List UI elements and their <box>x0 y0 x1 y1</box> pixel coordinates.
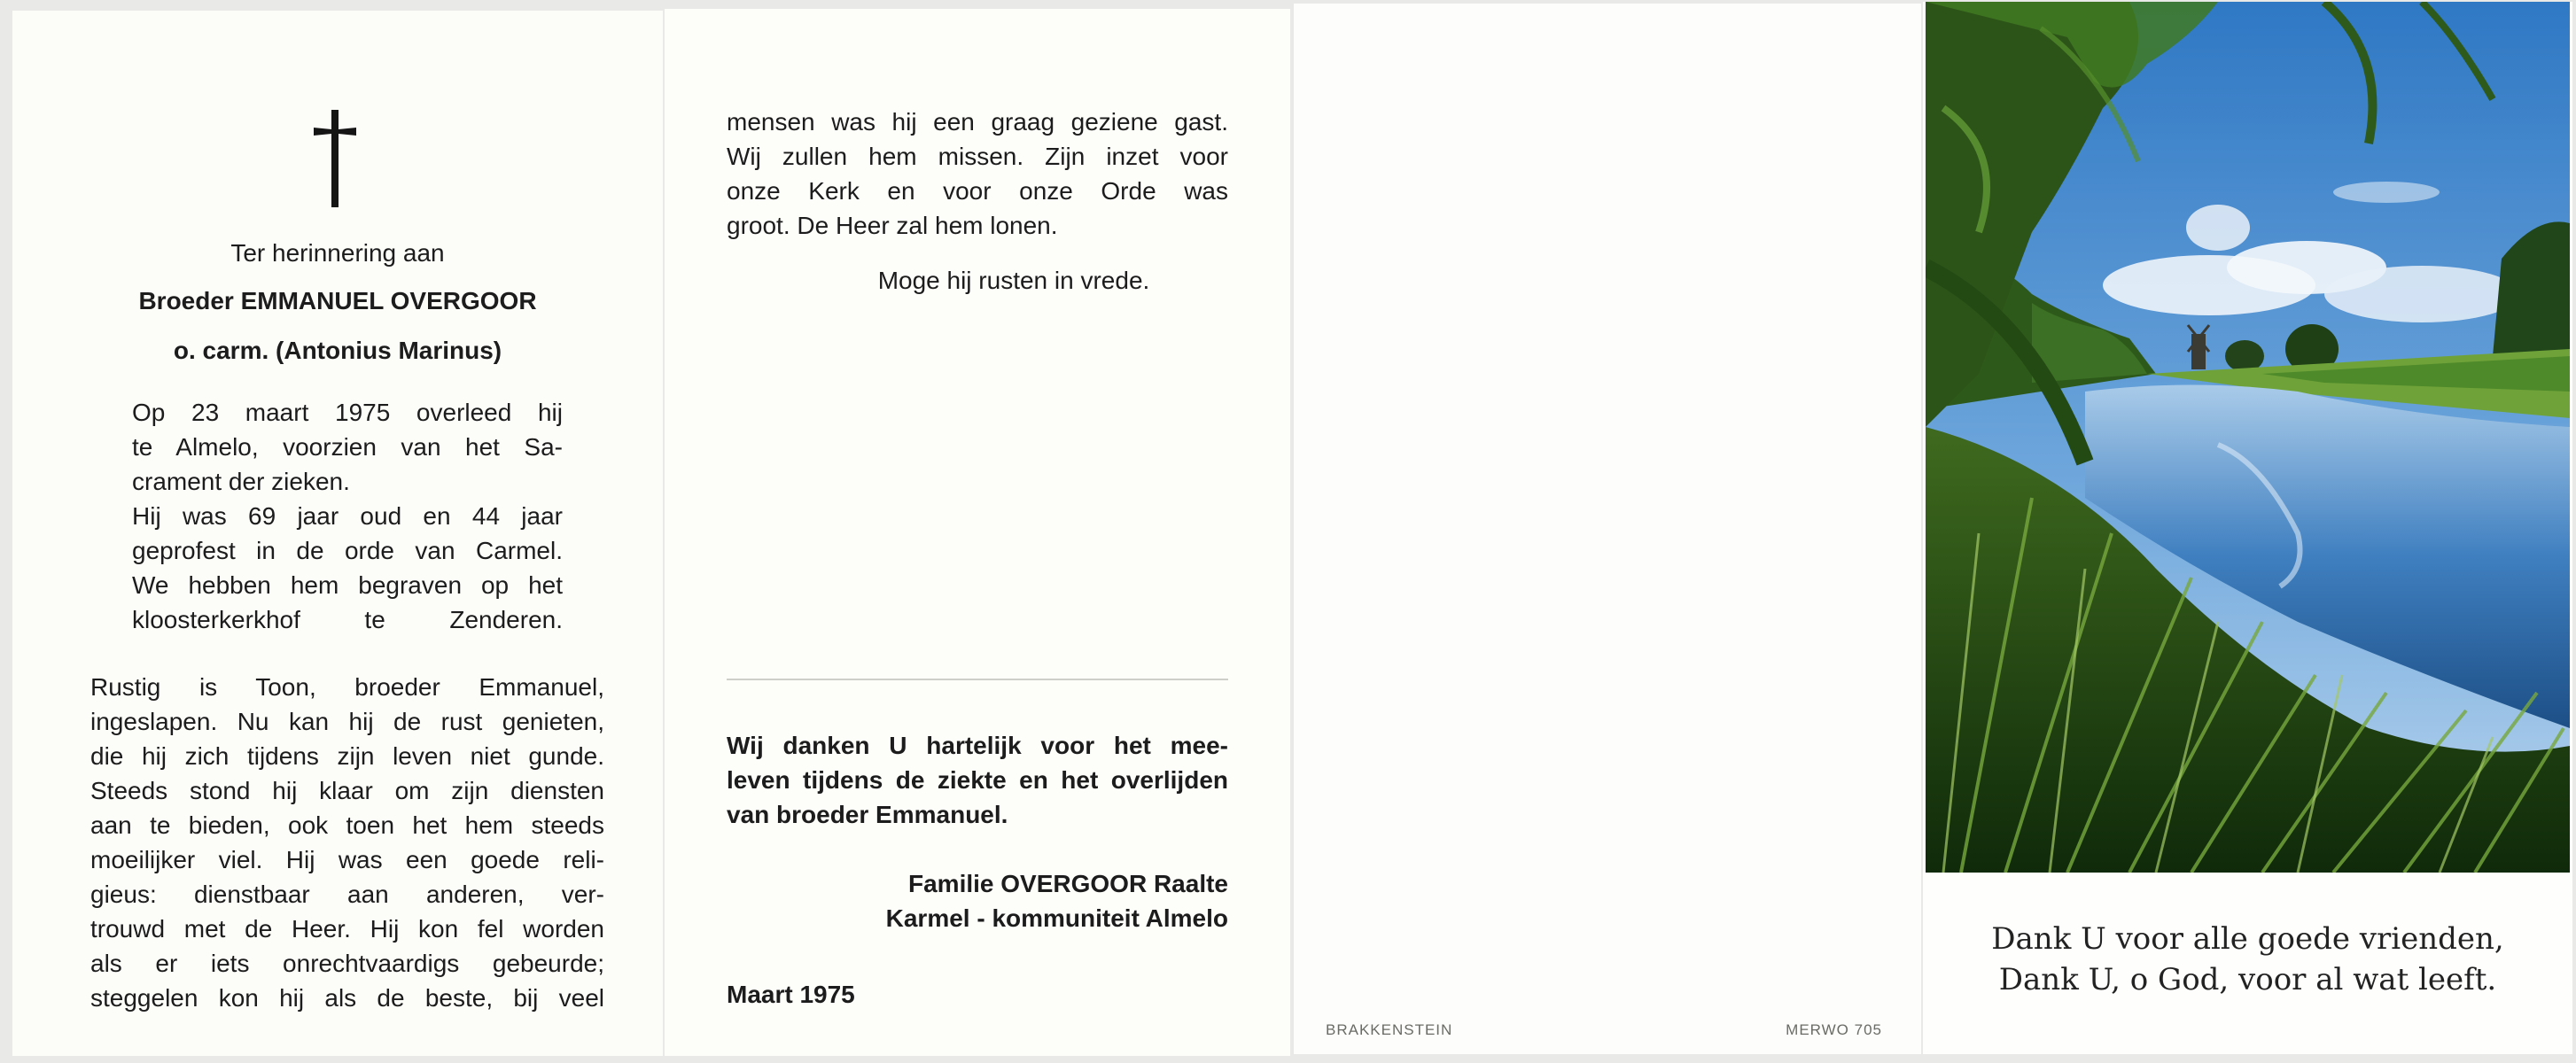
biography-paragraph <box>132 395 563 637</box>
story-line: aan te bieden, ook toen het hem steeds <box>90 811 604 839</box>
thanks-paragraph <box>727 728 1228 832</box>
thanks-line: van broeder Emmanuel. <box>727 801 1008 828</box>
story-line: gieus: dienstbaar aan anderen, ver- <box>90 881 604 908</box>
bio-line: kloosterkerkhof te Zenderen. <box>132 606 563 633</box>
card-date: Maart 1975 <box>727 981 855 1008</box>
verse-line: Dank U voor alle goede vrienden, <box>1991 921 2504 957</box>
divider-line <box>727 679 1228 680</box>
rest-in-peace-line: Moge hij rusten in vrede. <box>877 267 1150 294</box>
bio-line: Op 23 maart 1975 overleed hij <box>132 399 563 426</box>
continuation-line: onze Kerk en voor onze Orde was <box>727 177 1228 205</box>
publisher-label: BRAKKENSTEIN <box>1326 1021 1453 1038</box>
thanks-line: leven tijdens de ziekte en het overlijden <box>727 766 1228 794</box>
memorial-continuation <box>727 105 1228 243</box>
story-line: die hij zich tijdens zijn leven niet gunde. <box>90 742 604 770</box>
card-front <box>1923 2 2572 1054</box>
bio-line: geprofest in de orde van Carmel. <box>132 537 563 564</box>
bio-line: Hij was 69 jaar oud en 44 jaar <box>132 502 563 530</box>
continuation-line: groot. De Heer zal hem lonen. <box>727 212 1058 239</box>
card-inside-left <box>12 11 663 1056</box>
deceased-name: Broeder EMMANUEL OVERGOOR <box>138 287 537 314</box>
verse-line: Dank U, o God, voor al wat leeft. <box>1998 962 2497 997</box>
continuation-line: mensen was hij een graag geziene gast. <box>727 108 1228 136</box>
family-line: Karmel - kommuniteit Almelo <box>885 904 1228 932</box>
story-line: ingeslapen. Nu kan hij de rust genieten, <box>90 708 604 735</box>
story-line: moeilijker viel. Hij was een goede reli- <box>90 846 604 873</box>
bio-line: We hebben hem begraven op het <box>132 571 563 599</box>
story-line: trouwd met de Heer. Hij kon fel worden <box>90 915 604 943</box>
family-line: Familie OVERGOOR Raalte <box>908 870 1228 897</box>
remembrance-heading: Ter herinnering aan <box>230 239 445 267</box>
closing-verse <box>1923 919 2572 1000</box>
story-line: Steeds stond hij klaar om zijn diensten <box>90 777 604 804</box>
print-code-label: MERWO 705 <box>1786 1021 1882 1038</box>
bio-line: crament der zieken. <box>132 468 350 495</box>
order-and-baptismal-name: o. carm. (Antonius Marinus) <box>173 337 502 364</box>
bio-line: te Almelo, voorzien van het Sa- <box>132 433 563 461</box>
landscape-photo <box>1926 2 2570 873</box>
story-line: steggelen kon hij als de beste, bij veel <box>90 984 604 1012</box>
latin-cross-icon <box>312 110 358 207</box>
continuation-line: Wij zullen hem missen. Zijn inzet voor <box>727 143 1228 170</box>
card-inside-right <box>665 9 1290 1056</box>
family-signature <box>665 866 1228 935</box>
story-line: als er iets onrechtvaardigs gebeurde; <box>90 950 604 977</box>
story-line: Rustig is Toon, broeder Emmanuel, <box>90 673 604 701</box>
thanks-line: Wij danken U hartelijk voor het mee- <box>727 732 1228 759</box>
card-back <box>1294 4 1921 1054</box>
memorial-paragraph <box>90 670 604 1015</box>
